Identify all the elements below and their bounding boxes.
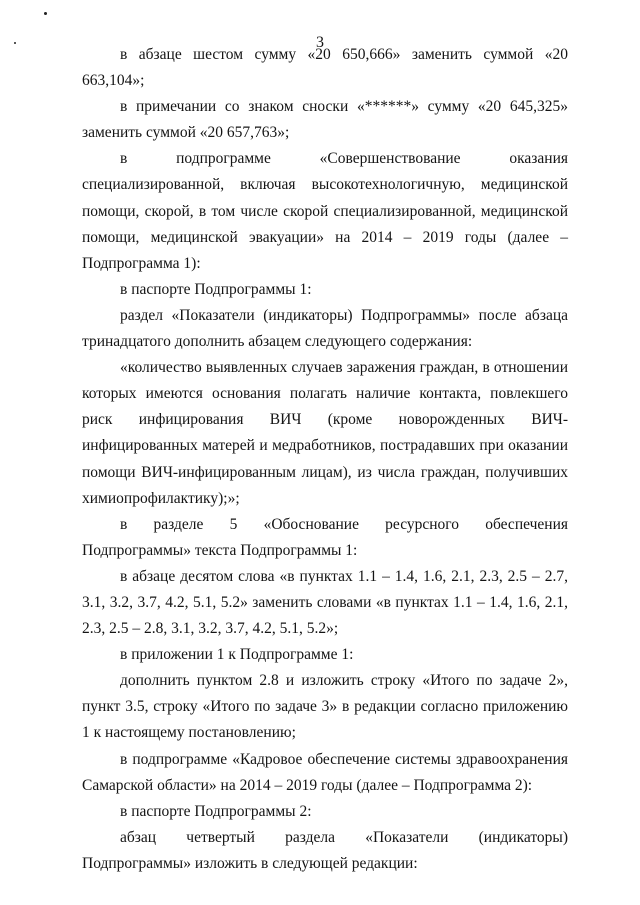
paragraph: в примечании со знаком сноски «******» сумму «20 645,325» заменить суммой «20 657,763»;	[82, 98, 568, 142]
paragraph: абзац четвертый раздела «Показатели (индикаторы) Подпрограммы» изложить в следующей редакции:	[82, 828, 568, 872]
paragraph: в абзаце шестом сумму «20 650,666» заменить суммой «20 663,104»;	[82, 46, 568, 90]
paragraph: в подпрограмме «Совершенствование оказания специализированной, включая высокотехнологичную, медицинской помощи, скорой, в том числе скорой специализированной, медицинской помощи, медицинской эвакуации» на 2014 – 2019 годы (далее – Подпрограмма 1):	[82, 150, 568, 272]
paragraph: в паспорте Подпрограммы 2:	[120, 802, 312, 820]
paragraph: дополнить пунктом 2.8 и изложить строку «Итого по задаче 2», пункт 3.5, строку «Итого по задаче 3» в редакции согласно приложению 1 к настоящему постановлению;	[82, 672, 568, 742]
paragraph: в подпрограмме «Кадровое обеспечение системы здравоохранения Самарской области» на 2014 – 2019 годы (далее – Подпрограмма 2):	[82, 750, 568, 794]
paragraph: в паспорте Подпрограммы 1:	[120, 280, 312, 298]
scan-speck	[44, 12, 47, 15]
page-number: 3	[316, 34, 324, 51]
paragraph: «количество выявленных случаев заражения граждан, в отношении которых имеются основания полагать наличие контакта, повлекшего риск инфицирования ВИЧ (кроме новорожденных ВИЧ-инфицированных матерей и медработников, пострадавших при оказании помощи ВИЧ-инфицированным лицам), из числа граждан, получивших химиопрофилактику);»;	[82, 359, 568, 507]
paragraph: в приложении 1 к Подпрограмме 1:	[120, 646, 354, 664]
paragraph: в абзаце десятом слова «в пунктах 1.1 – 1.4, 1.6, 2.1, 2.3, 2.5 – 2.7, 3.1, 3.2, 3.7, 4.2, 5.1, 5.2» заменить словами «в пунктах 1.1 – 1.4, 1.6, 2.1, 2.3, 2.5 – 2.8, 3.1, 3.2, 3.7, 4.2, 5.1, 5.2»;	[82, 567, 568, 638]
paragraph: в разделе 5 «Обоснование ресурсного обеспечения Подпрограммы» текста Подпрограммы 1:	[82, 515, 568, 559]
paragraph: раздел «Показатели (индикаторы) Подпрограммы» после абзаца тринадцатого дополнить абзацем следующего содержания:	[82, 306, 568, 351]
document-body	[82, 42, 568, 877]
